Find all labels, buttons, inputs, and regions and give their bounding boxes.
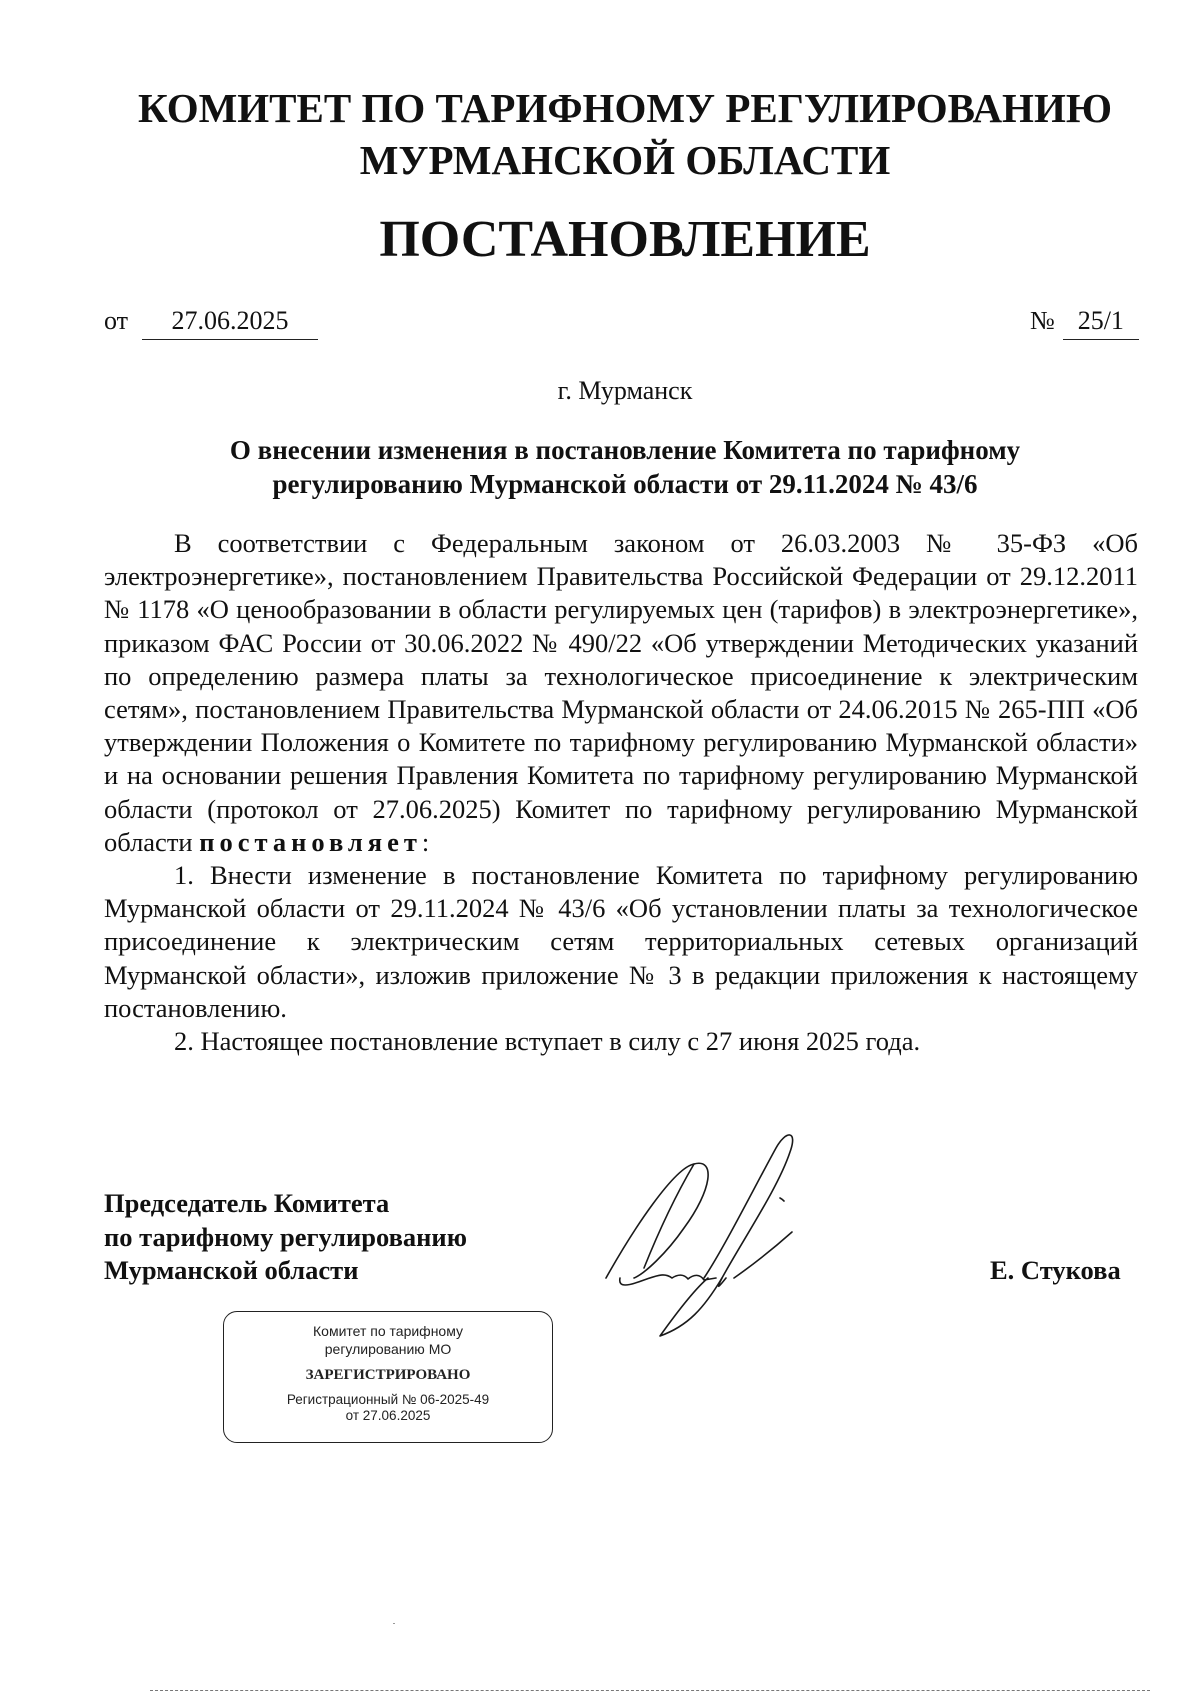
preamble-paragraph — [104, 527, 1138, 859]
stamp-organization-line-2: регулированию МО — [324, 1341, 452, 1357]
registration-stamp — [223, 1311, 553, 1443]
resolve-word: постановляет — [199, 826, 422, 857]
signer-position — [104, 1187, 467, 1288]
subject-line-1: О внесении изменения в постановление Комитета по тарифному — [229, 435, 1021, 465]
signer-name: Е. Стукова — [990, 1255, 1121, 1285]
subject-line-2: регулированию Мурманской области от 29.11.2024 № 43/6 — [272, 469, 978, 499]
date-value: 27.06.2025 — [142, 305, 318, 340]
signer-position-line-2: по тарифному регулированию — [104, 1221, 467, 1252]
document-type: ПОСТАНОВЛЕНИЕ — [379, 211, 871, 268]
signer-position-line-3: Мурманской области — [104, 1255, 359, 1285]
document-subject — [130, 433, 1120, 501]
handwritten-signature — [604, 1128, 834, 1338]
document-date — [104, 305, 318, 340]
stamp-status: ЗАРЕГИСТРИРОВАНО — [305, 1367, 471, 1383]
item-1-paragraph: 1. Внести изменение в постановление Комитета по тарифному регулированию Мурманской области от 29.11.2024 № 43/6 «Об установлении платы за технологическое присоединение к электрическим сетям территориальных сетевых организаций Мурманской области», изложив приложение № 3 в редакции приложения к настоящему постановлению. — [104, 860, 1138, 1023]
resolve-colon: : — [421, 826, 430, 857]
document-city: г. Мурманск — [557, 376, 693, 405]
scan-edge-line — [150, 1690, 1150, 1692]
stamp-registration-number: Регистрационный № 06-2025-49 — [286, 1392, 490, 1407]
date-prefix: от — [104, 306, 129, 335]
signer-position-line-1: Председатель Комитета — [104, 1188, 390, 1218]
document-body — [104, 527, 1138, 1058]
stamp-registration-date: от 27.06.2025 — [345, 1408, 431, 1423]
organization-title — [0, 82, 1200, 186]
preamble-text: В соответствии с Федеральным законом от 26.03.2003 № 35-ФЗ «Об электроэнергетике», постановлением Правительства Российской Федерации от 29.12.2011 № 1178 «О ценообразовании в области регулируемых цен (тарифов) в электроэнергетике», приказом ФАС России от 30.06.2022 № 490/22 «Об утверждении Методических указаний по определению размера платы за технологическое присоединение к электрическим сетям», постановлением Правительства Мурманской области от 24.06.2015 № 265-ПП «Об утверждении Положения о Комитете по тарифному регулированию Мурманской области» и на основании решения Правления Комитета по тарифному регулированию Мурманской области (протокол от 27.06.2025) Комитет по тарифному регулированию Мурманской области — [104, 528, 1138, 857]
number-value: 25/1 — [1063, 305, 1139, 340]
stamp-organization — [224, 1322, 552, 1358]
organization-title-line-2: МУРМАНСКОЙ ОБЛАСТИ — [359, 137, 891, 183]
scan-speck — [393, 1623, 395, 1624]
organization-title-line-1: КОМИТЕТ ПО ТАРИФНОМУ РЕГУЛИРОВАНИЮ — [137, 85, 1112, 131]
number-prefix: № — [1030, 306, 1055, 335]
item-2-paragraph: 2. Настоящее постановление вступает в силу с 27 июня 2025 года. — [174, 1026, 921, 1057]
document-number — [1030, 305, 1139, 340]
stamp-registration — [224, 1392, 552, 1424]
stamp-organization-line-1: Комитет по тарифному — [313, 1323, 463, 1339]
